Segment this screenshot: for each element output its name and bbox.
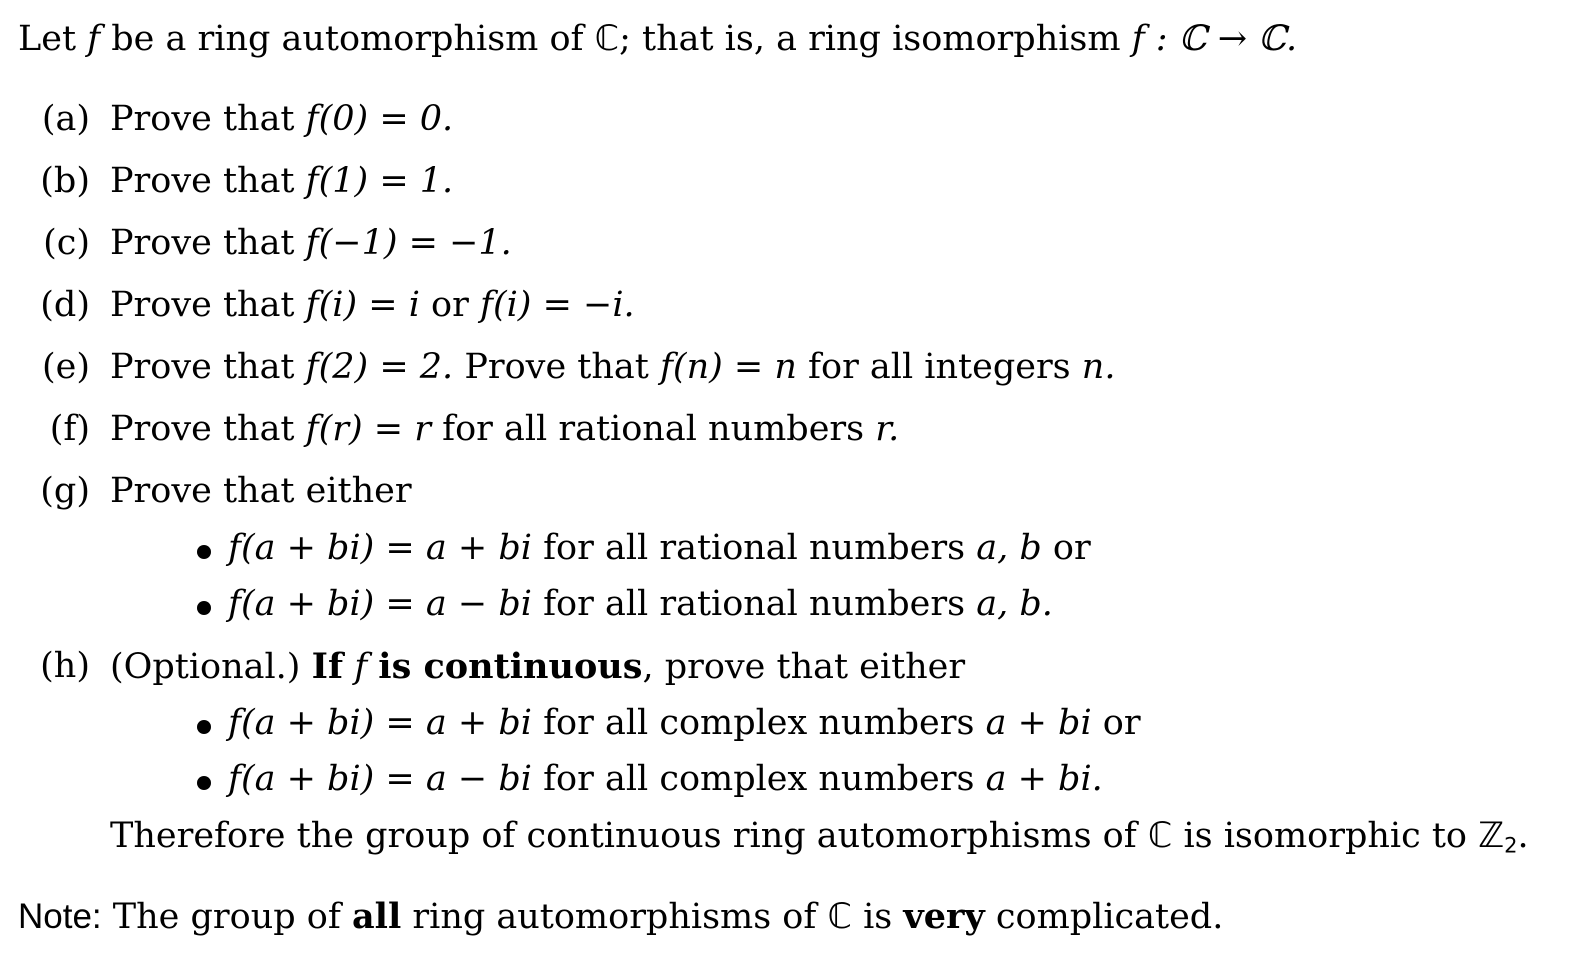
- item-f-math1: f(r) = r: [305, 409, 431, 449]
- item-e-text2: Prove that: [464, 347, 649, 387]
- item-label-d: (d): [40, 285, 90, 325]
- item-g-text: Prove that either: [110, 471, 412, 511]
- bullet-icon: [197, 601, 211, 615]
- intro-map: f : ℂ → ℂ.: [1131, 19, 1298, 59]
- item-h-b1-vars: a + bi: [985, 703, 1092, 743]
- bullet-icon: [197, 720, 211, 734]
- note-bold1: all: [351, 896, 402, 937]
- note-set: ℂ: [827, 897, 852, 937]
- item-f-text: Prove that: [110, 409, 295, 449]
- item-h-var-f: f: [354, 647, 368, 687]
- item-h-bold1: If: [311, 646, 344, 687]
- item-c: [110, 223, 512, 263]
- conclusion-period: .: [1517, 816, 1529, 856]
- conclusion-set: ℂ: [1147, 816, 1173, 856]
- item-label-e: (e): [41, 347, 90, 387]
- note-line: [18, 896, 1224, 937]
- item-c-math: f(−1) = −1.: [305, 223, 512, 263]
- note-label: Note:: [18, 897, 102, 936]
- note-text4: complicated.: [995, 897, 1224, 937]
- item-h: [110, 646, 966, 687]
- note-text2: ring automorphisms of: [412, 897, 817, 937]
- item-g: [110, 471, 412, 511]
- note-text3: is: [863, 897, 893, 937]
- item-b-text: Prove that: [110, 161, 295, 201]
- item-e-math2: f(n) = n: [659, 347, 797, 387]
- item-e: [110, 347, 1116, 387]
- conclusion-text2: is isomorphic to: [1183, 816, 1467, 856]
- item-h-b1-tail: or: [1102, 703, 1141, 743]
- item-f-math2: r.: [875, 409, 900, 449]
- item-e-math1: f(2) = 2.: [305, 347, 454, 387]
- item-g-b1-math: f(a + bi) = a + bi: [228, 528, 532, 568]
- item-h-bullet-1: [228, 703, 1141, 743]
- conclusion-group: ℤ$_2$: [1478, 816, 1518, 858]
- item-h-opt: (Optional.): [110, 647, 301, 687]
- item-e-text: Prove that: [110, 347, 295, 387]
- item-b-math: f(1) = 1.: [305, 161, 454, 201]
- item-h-bullet-2: [228, 759, 1103, 799]
- item-e-text3: for all integers: [808, 347, 1071, 387]
- item-a-math: f(0) = 0.: [305, 99, 454, 139]
- item-label-h: (h): [40, 646, 90, 686]
- bullet-icon: [197, 545, 211, 559]
- item-h-text: , prove that either: [642, 647, 966, 687]
- item-g-b1-tail: or: [1052, 528, 1091, 568]
- item-d-math1: f(i) = i: [305, 285, 420, 325]
- intro-text1: be a ring automorphism of: [111, 19, 584, 59]
- intro-lead: Let: [18, 19, 77, 59]
- item-h-b1-math: f(a + bi) = a + bi: [228, 703, 532, 743]
- item-g-b2-text: for all rational numbers: [543, 584, 966, 624]
- item-d: [110, 285, 635, 325]
- item-g-bullet-1: [228, 528, 1091, 568]
- item-a: [110, 99, 454, 139]
- item-g-bullet-2: [228, 584, 1053, 624]
- item-d-text: Prove that: [110, 285, 295, 325]
- bullet-icon: [197, 776, 211, 790]
- item-h-b2-vars: a + bi.: [985, 759, 1103, 799]
- intro-var-f: f: [87, 19, 101, 59]
- item-e-math3: n.: [1081, 347, 1116, 387]
- item-b: [110, 161, 454, 201]
- item-c-text: Prove that: [110, 223, 295, 263]
- item-d-or: or: [431, 285, 469, 325]
- item-label-c: (c): [43, 223, 90, 263]
- item-label-f: (f): [49, 409, 90, 449]
- intro-line: [18, 19, 1298, 59]
- intro-text2: ; that is, a ring isomorphism: [619, 19, 1121, 59]
- item-label-a: (a): [41, 99, 90, 139]
- item-h-b2-math: f(a + bi) = a − bi: [228, 759, 532, 799]
- item-a-text: Prove that: [110, 99, 295, 139]
- note-text1: The group of: [112, 897, 341, 937]
- item-label-g: (g): [40, 471, 90, 511]
- item-f: [110, 409, 900, 449]
- item-g-b1-text: for all rational numbers: [543, 528, 966, 568]
- item-d-math2: f(i) = −i.: [479, 285, 635, 325]
- item-h-b2-text: for all complex numbers: [543, 759, 975, 799]
- item-label-b: (b): [40, 161, 90, 201]
- note-bold2: very: [903, 896, 985, 937]
- item-f-text2: for all rational numbers: [442, 409, 865, 449]
- conclusion-text: Therefore the group of continuous ring automorphisms of: [110, 816, 1137, 856]
- item-g-b2-vars: a, b.: [976, 584, 1053, 624]
- intro-set: ℂ: [594, 19, 620, 59]
- item-h-bold2: is continuous: [378, 646, 643, 687]
- item-g-b2-math: f(a + bi) = a − bi: [228, 584, 532, 624]
- item-h-conclusion: [110, 816, 1529, 858]
- item-g-b1-vars: a, b: [976, 528, 1042, 568]
- item-h-b1-text: for all complex numbers: [543, 703, 975, 743]
